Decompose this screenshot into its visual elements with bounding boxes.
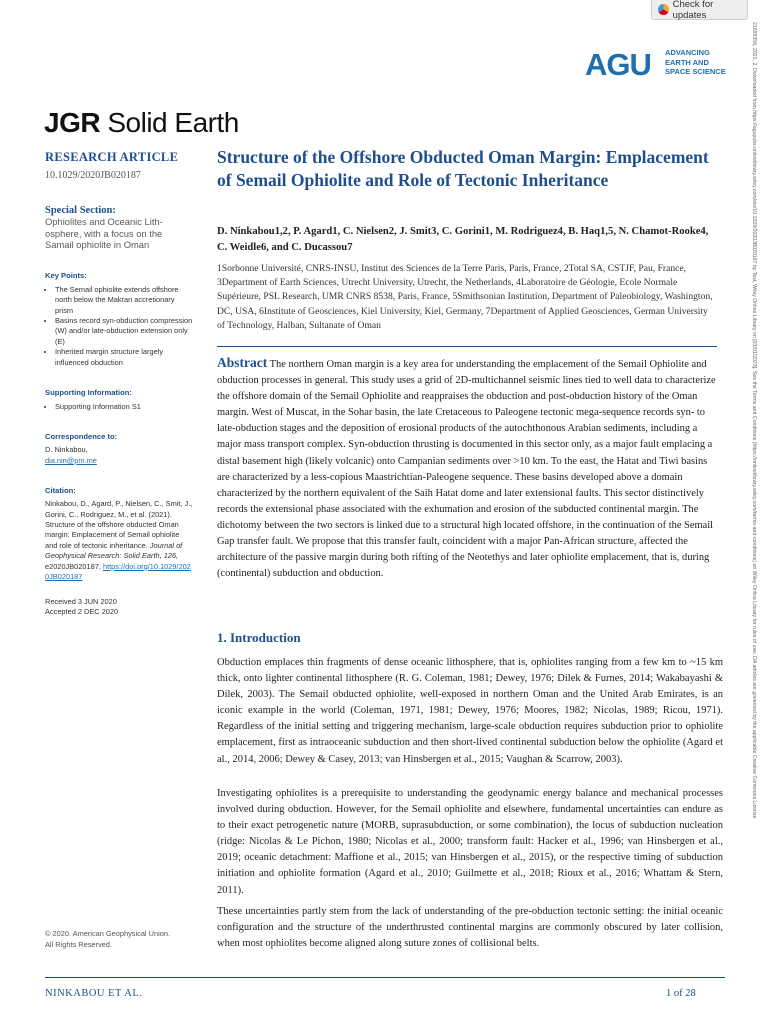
citation-tail: e2020JB020187.	[45, 561, 101, 571]
abstract-heading: Abstract	[217, 355, 268, 370]
correspondence-heading: Correspondence to:	[45, 432, 118, 442]
citation-doi-link[interactable]: https://doi.org/10.1029/2020JB020187	[45, 561, 191, 582]
download-notice-strip	[747, 22, 761, 1002]
agu-tagline-line: SPACE SCIENCE	[665, 67, 726, 76]
key-point: • The Semail ophiolite extends offshore north below the Makran accretionary prism	[55, 285, 193, 316]
key-point: • Inherited margin structure largely influenced obduction	[55, 347, 193, 368]
accepted-date: Accepted 2 DEC 2020	[45, 606, 119, 616]
supporting-info-heading: Supporting Information:	[45, 388, 132, 398]
journal-name-bold: JGR	[44, 107, 101, 138]
check-for-updates-button[interactable]	[651, 0, 748, 20]
copyright	[45, 928, 170, 950]
agu-tagline-line: ADVANCING	[665, 48, 710, 57]
intro-paragraph-3: These uncertainties partly stem from the lack of understanding of the pre-obduction tectonic setting: the initial oceanic configuration and the structure of the underthrusted continental margins are commonly obscured by later collision, when most ophiolites become aligned along suture zones of collisional belts.	[217, 906, 723, 950]
supporting-info-list	[45, 402, 193, 412]
abstract-text: The northern Oman margin is a key area for understanding the emplacement of the Semail Ophiolite and obduction processes in general. This study uses a grid of 2D-multichannel seismic lines tied to well data to characterize the offshore domain of the Semail Ophiolite and reappraises the obduction and post-obduction history of the Oman margin. West of Muscat, in the Sohar basin, the late Cretaceous to Paleogene tectonic mega-sequence records syn- to late-obduction stages and the deposition of erosional products of the autochthonous Arabian sediments, including a major mass transport complex. Syn-obduction thrusting is documented in this sector only, as a major fault emplacing a distal basement high (likely volcanic) onto Campanian sediments over >10 km. To the east, the Hatat and Tiwi basins are characterized by a less-copious Maastrichtian-Paleogene sequence. These basins developed above a domain characterized by the northern equivalent of the Saih Hatat dome and later extensional faults. This sector distinctively records the extensional phase associated with the exhumation and erosion of the subducted continental margin. The dichotomy between the two sectors is linked due to a structural high located offshore, in the continuation of the Semail Gap transfer fault. We propose that this transfer fault, coincident with a major Pan-African structure, affected the architecture of the passive margin during both rifting of the Neotethys and later ophiolite emplacement, that is, during (continental) subduction and obduction.	[217, 359, 716, 580]
supporting-info-item[interactable]: • Supporting Information S1	[55, 402, 193, 412]
introduction-heading: 1. Introduction	[217, 630, 301, 645]
journal-name	[44, 107, 239, 139]
agu-mark: AGU	[585, 47, 651, 82]
agu-tagline	[665, 48, 726, 77]
copyright-line: © 2020. American Geophysical Union.	[45, 929, 170, 938]
download-notice: 21699356, 2021, 2, Downloaded from https://agupubs.onlinelibrary.wiley.com/doi/10.1029/2020JB020187 by Test, Wiley Online Library on [03/01/2023]. See the Terms and Conditions (https://onlinelibrary.wiley.com/terms-and-conditions) on Wiley Online Library for rules of use; OA articles are governed by the applicable Creative Commons License	[751, 22, 757, 819]
key-points-heading: Key Points:	[45, 270, 87, 280]
page-number: 1 of 28	[666, 988, 696, 999]
journal-name-rest: Solid Earth	[107, 107, 239, 138]
article-type: RESEARCH ARTICLE	[45, 150, 179, 164]
citation-block	[45, 499, 193, 582]
running-head: NINKABOU ET AL.	[45, 988, 143, 999]
citation-text: Ninkabou, D., Agard, P., Nielsen, C., Smit, J., Gorini, C., Rodriguez, M., et al. (2021). Structure of the offshore obducted Oman margin: Emplacement of Semail ophiolite and role of tectonic inheritance.	[45, 499, 193, 550]
abstract	[217, 355, 717, 582]
intro-paragraph-1: Obduction emplaces thin fragments of dense oceanic lithosphere, that is, ophiolites ranging from a few km to ~15 km thick, onto lighter continental lithosphere (R. G. Coleman, 1981; Dewey, 1976; Dilek & Furnes, 2014; Wakabayashi & Dilek, 2003). The Semail obducted ophiolite, well-exposed in northern Oman and the United Arab Emirates, is an iconic example in the world (Coleman, 1971, 1981; Dewey, 1976; Moores, 1982; Nicolas, 1989; Ricou, 1971). Regardless of the initial setting and triggering mechanism, large-scale obduction requires subduction prior to ophiolite emplacement, first as intraoceanic subduction and then short-lived continental subduction below the ophiolite (Agard et al., 2014, 2006; Dewey & Casey, 2013; van Hinsbergen et al., 2015; Vaughan & Scarrow, 2003).	[217, 657, 723, 765]
special-section-text[interactable]: Ophiolites and Oceanic Lith-osphere, with a focus on the Samail ophiolite in Oman	[45, 216, 163, 251]
abstract-rule	[217, 346, 717, 347]
article-doi: 10.1029/2020JB020187	[45, 170, 141, 181]
left-sidebar	[45, 150, 193, 617]
affiliations: 1Sorbonne Université, CNRS-INSU, Institut des Sciences de la Terre Paris, Paris, France, 2Total SA, CSTJF, Pau, France, 3Department of Earth Sciences, Utrecht University, Utrecht, the Netherlands, 4Laboratoire de Géologie, Ecole Normale Supérieure, PSL Research, UMR CNRS 8538, Paris, France, 5Smithsonian Institution, Department of Paleobiology, Washington, DC, USA, 6Institute of Geosciences, Kiel University, Kiel, Germany, 7Department of Applied Geosciences, German University of Technology, Halban, Sultanate of Oman	[217, 263, 713, 331]
key-point: • Basins record syn-obduction compression (W) and/or late-obduction extension only (E)	[55, 316, 193, 347]
citation-journal: Journal of Geophysical Research: Solid Earth, 126,	[45, 540, 183, 561]
correspondence-name: D. Ninkabou,	[45, 445, 88, 455]
key-points-list	[45, 285, 193, 368]
citation-heading: Citation:	[45, 486, 76, 496]
check-for-updates-label: Check for updates	[672, 0, 714, 21]
intro-paragraph-2: Investigating ophiolites is a prerequisite to understanding the geodynamic energy balance and mechanical processes involved during obduction. However, for the Semail ophiolite and elsewhere, fundamental uncertainties can endure as to their exact petrogenetic nature (MORB, suprasubduction, or some combination), the locus of subduction nucleation (ridge: Nicolas & Le Pichon, 1980; Nicolas et al., 2000; transform fault: Hacker et al., 1996; van Hinsbergen et al., 2019; oceanic detachment: Maffione et al., 2015; van Hinsbergen et al., 2015), or the respective timing of subduction initiation and ophiolite formation (Agard et al., 2010; Guilmette et al., 2018; Rioux et al., 2016; Whattam & Stern, 2011).	[217, 788, 723, 896]
agu-tagline-line: EARTH AND	[665, 57, 709, 67]
footer-rule	[45, 977, 725, 978]
received-date: Received 3 JUN 2020	[45, 596, 117, 606]
article-title: Structure of the Offshore Obducted Oman Margin: Emplacement of Semail Ophiolite and Role of Tectonic Inheritance	[217, 147, 709, 190]
agu-logo	[585, 45, 735, 85]
author-list: D. Ninkabou1,2, P. Agard1, C. Nielsen2, J. Smit3, C. Gorini1, M. Rodriguez4, B. Haq1,5, N. Chamot-Rooke4, C. Weidle6, and C. Ducassou7	[217, 226, 709, 253]
copyright-line: All Rights Reserved.	[45, 940, 112, 949]
special-section-heading: Special Section:	[45, 205, 116, 216]
correspondence-email-link[interactable]: dia.nin@pm.me	[45, 455, 97, 465]
crossmark-icon	[658, 4, 669, 15]
